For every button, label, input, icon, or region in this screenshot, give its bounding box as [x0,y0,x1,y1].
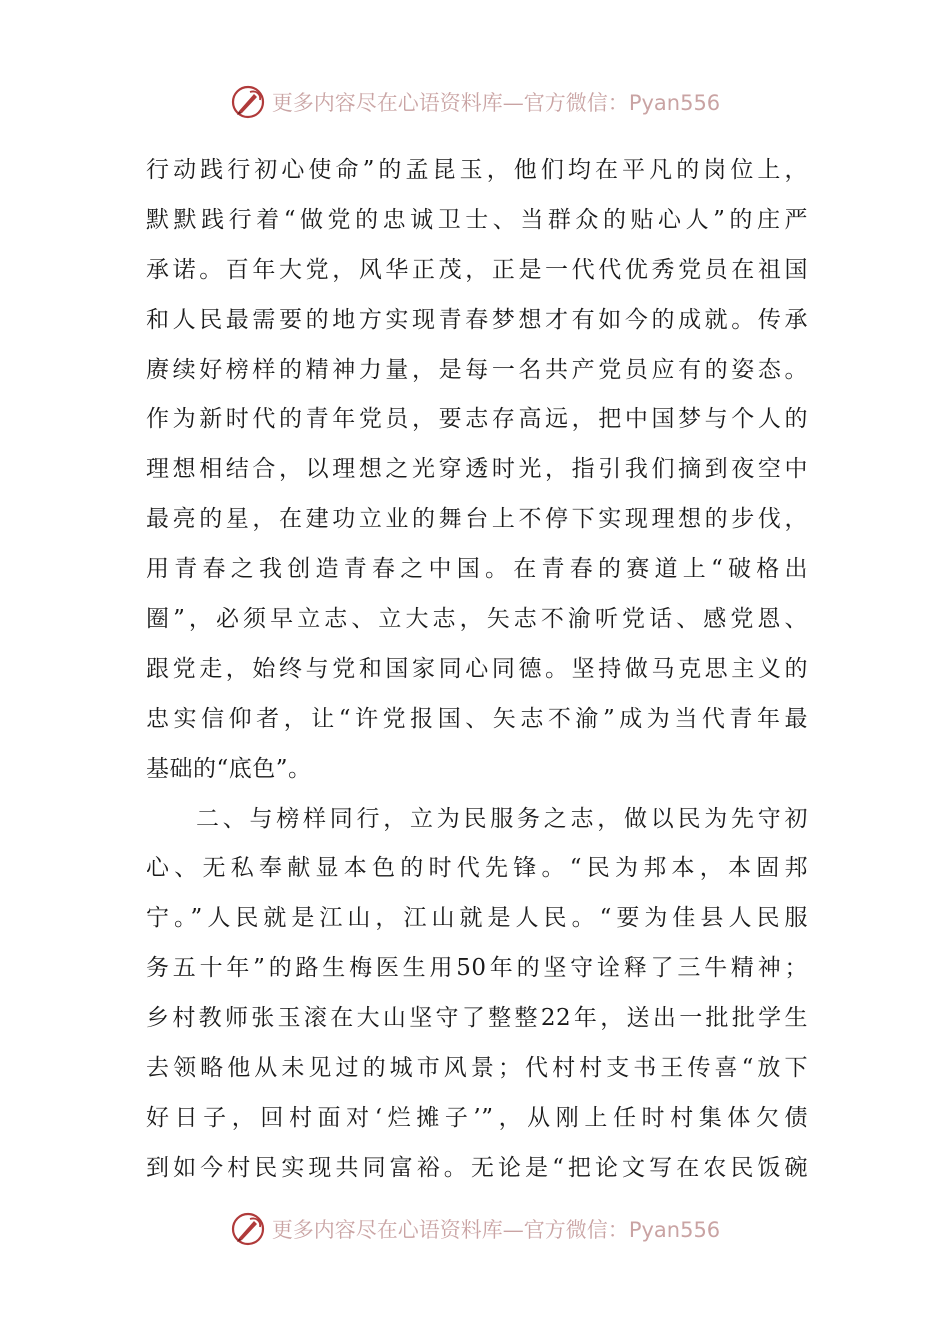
text-line: 默默践行着“做党的忠诚卫士、当群众的贴心人”的庄严 [146,206,808,233]
text-line: 行动践行初心使命”的孟昆玉，他们均在平凡的岗位上， [146,157,808,183]
text-line: 作为新时代的青年党员，要志存高远，把中国梦与个人的 [146,406,808,433]
text-line: 宁。”人民就是江山，江山就是人民。“要为佳县人民服 [146,905,808,932]
text-line: 圈”，必须早立志、立大志，矢志不渝听党话、感党恩、 [146,606,808,633]
text-line: 乡村教师张玉滚在大山坚守了整整22年，送出一批批学生 [146,1005,808,1032]
text-line: 忠实信仰者，让“许党报国、矢志不渝”成为当代青年最 [146,705,808,732]
text-line: 承诺。百年大党，风华正茂，正是一代代优秀党员在祖国 [146,256,808,283]
footer-banner-text: 更多内容尽在心语资料库—官方微信：Pyan556 [271,1218,721,1242]
footer-watermark-banner [0,1209,950,1249]
text-line: 到如今村民实现共同富裕。无论是“把论文写在农民饭碗 [146,1154,808,1181]
document-body [146,148,808,1196]
paragraph-end-line: 基础的“底色”。 [146,755,312,782]
text-line: 赓续好榜样的精神力量，是每一名共产党员应有的姿态。 [146,356,808,383]
pen-logo-icon [230,84,266,120]
paragraph-heading-line: 二、与榜样同行，立为民服务之志，做以民为先守初 [196,805,808,832]
text-line: 跟党走，始终与党和国家同心同德。坚持做马克思主义的 [146,655,808,682]
text-line: 好日子，回村面对‘烂摊子’”，从刚上任时村集体欠债 [146,1104,808,1131]
text-line: 心、无私奉献显本色的时代先锋。“民为邦本，本固邦 [146,855,808,882]
header-banner-text: 更多内容尽在心语资料库—官方微信：Pyan556 [271,91,721,115]
pen-logo-icon [230,1211,266,1247]
header-watermark-banner [0,82,950,122]
text-line: 理想相结合，以理想之光穿透时光，指引我们摘到夜空中 [146,456,808,483]
text-line: 最亮的星，在建功立业的舞台上不停下实现理想的步伐， [146,506,808,533]
text-line: 和人民最需要的地方实现青春梦想才有如今的成就。传承 [146,306,808,333]
text-line: 务五十年”的路生梅医生用50年的坚守诠释了三牛精神； [146,955,808,982]
text-line: 用青春之我创造青春之中国。在青春的赛道上“破格出 [146,556,808,583]
text-line: 去领略他从未见过的城市风景；代村村支书王传喜“放下 [146,1055,808,1082]
